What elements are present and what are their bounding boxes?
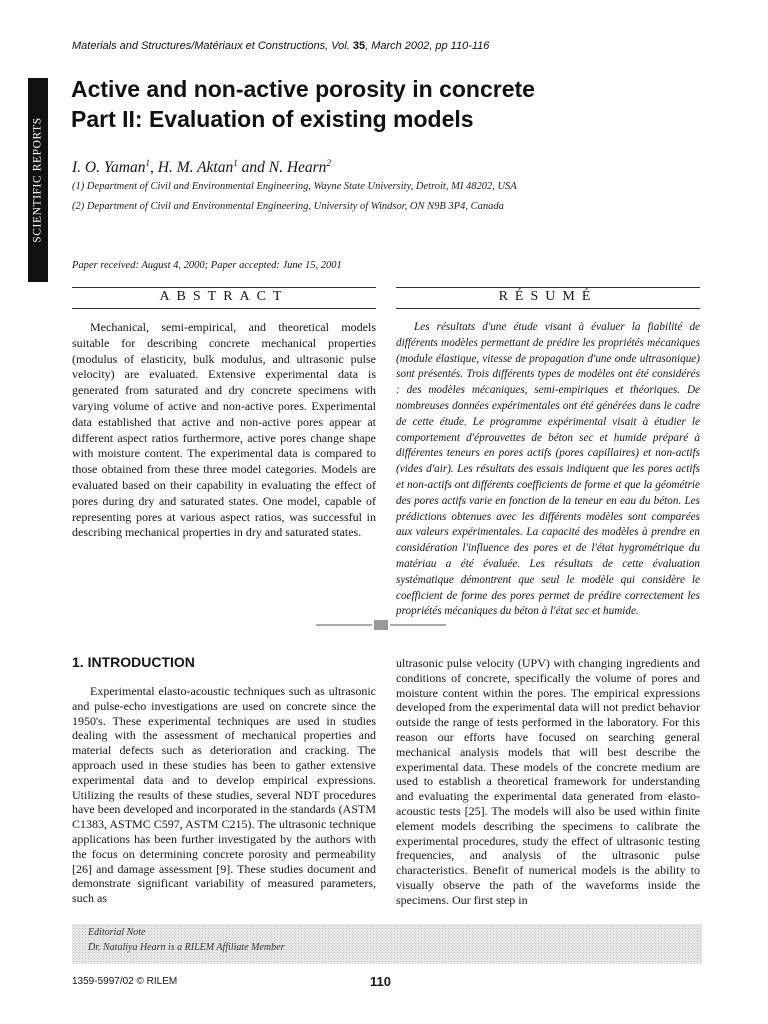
journal-citation — [72, 40, 489, 52]
author-name: N. Hearn — [268, 159, 327, 177]
resume-rule-bottom — [396, 308, 700, 309]
citation-suffix: , March 2002, pp 110-116 — [365, 40, 490, 52]
journal-name: Materials and Structures/Matériaux et Constructions — [72, 40, 326, 52]
editorial-note-text: Dr. Nataliya Hearn is a RILEM Affiliate Member — [88, 942, 285, 953]
resume-rule-top — [396, 287, 700, 288]
introduction-heading: 1. INTRODUCTION — [72, 654, 195, 670]
article-title — [71, 74, 671, 134]
introduction-body-right: ultrasonic pulse velocity (UPV) with changing ingredients and conditions of concrete, specifically the volume of pores and moisture content within the pores. The empirical expressions developed from the experimental data will not predict behavior outside the range of tests performed in the laboratory. For this reason our efforts have focused on searching general mechanical analysis models that will best describe the experimental data. These models of the concrete medium are used to establish a theoretical framework for understanding and evaluating the experimental data generated from elasto-acoustic tests [25]. The models will also be used within finite element models describing the specimens to calibrate the experimental procedures, study the effect of ultrasonic testing frequencies, and analysis of the ultrasonic pulse characteristics. Benefit of numerical models is the ability to visually observe the path of the waveforms inside the specimens. Our first step in — [396, 656, 700, 907]
author-name: I. O. Yaman — [72, 159, 146, 177]
author-separator: and — [237, 159, 269, 177]
abstract-rule-bottom — [72, 308, 376, 309]
title-line-2: Part II: Evaluation of existing models — [71, 106, 474, 132]
side-tab-label: SCIENTIFIC REPORTS — [32, 117, 45, 243]
editorial-note-title: Editorial Note — [88, 927, 146, 938]
author-affiliation-mark: 1 — [145, 158, 150, 168]
citation-prefix: , Vol. — [325, 40, 353, 52]
author-affiliation-mark: 1 — [233, 158, 238, 168]
author-list — [72, 158, 331, 177]
section-divider-ornament — [316, 618, 446, 632]
author-name: H. M. Aktan — [157, 159, 234, 177]
affiliation-1: (1) Department of Civil and Environmental Engineering, Wayne State University, Detroit, MI 48202, USA — [72, 181, 517, 192]
ornament-mark — [374, 620, 388, 630]
introduction-body-left: Experimental elasto-acoustic techniques such as ultrasonic and pulse-echo investigations are used on concrete since the 1950's. These experimental techniques are used in studies dealing with the assessment of mechanical properties and material defects such as deterioration and cracking. The approach used in these studies has been to gather extensive experimental data and to develop empirical expressions. Utilizing the results of these studies, several NDT procedures have been developed and incorporated in the standards (ASTM C1383, ASTMC C597, ASTM C215). The ultrasonic technique applications has been further investigated by the authors with the focus on determining concrete porosity and permeability [26] and damage assessment [9]. These studies document and demonstrate significant variability of measured parameters, such as — [72, 684, 376, 906]
volume-number: 35 — [352, 40, 366, 52]
editorial-note-box — [72, 924, 702, 964]
abstract-heading: ABSTRACT — [159, 289, 289, 304]
author-affiliation-mark: 2 — [326, 158, 331, 168]
abstract-body: Mechanical, semi-empirical, and theoretical models suitable for describing concrete mechanical properties (modulus of elasticity, bulk modulus, and ultrasonic pulse velocity) are evaluated. Extensive experimental data is generated from saturated and dry concrete specimens with varying volume of active and non-active pores. Experimental data established that active and non-active pores appear at different aspect ratios furthermore, active pores change shape with moisture content. The experimental data is compared to those obtained from these three model categories. Models are evaluated based on their capability in evaluating the effect of pores during dry and saturated states. One model, capable of representing pores at various aspect ratios, was successful in describing mechanical properties in dry and saturated states. — [72, 320, 376, 540]
abstract-rule-top — [72, 287, 376, 288]
affiliation-2: (2) Department of Civil and Environmental Engineering, University of Windsor, ON N9B 3P4, Canada — [72, 201, 504, 212]
section-side-tab — [28, 78, 48, 282]
received-dates: Paper received: August 4, 2000; Paper accepted: June 15, 2001 — [72, 260, 342, 271]
resume-heading: RÉSUMÉ — [498, 289, 598, 304]
author-separator: , — [150, 159, 158, 177]
page-number: 110 — [370, 974, 391, 989]
resume-body: Les résultats d'une étude visant à évaluer la fiabilité de différents modèles permettant de prédire les propriétés mécaniques (module élastique, vitesse de propagation d'une onde ultrasonique) sont présentés. Trois différents types de modèles ont été considérés : des modèles mécaniques, semi-empiriques et théoriques. De nombreuses données expérimentales ont été générées dans le cadre de cette étude. Le programme expérimental visait à étudier le comportement d'éprouvettes de béton sec et humide préparé à différentes teneurs en pores actifs (pores capillaires) et non-actifs (vides d'air). Les résultats des essais indiquent que les pores actifs et non-actifs ont différents coefficients de forme et que la géométrie des pores actifs varie en fonction de la teneur en eau du béton. Les prédictions obtenues avec les différents modèles sont comparées aux valeurs expérimentales. La capacité des modèles à prendre en considération l'influence des pores et de l'état hygrométrique du matériau a été évaluée. Les résultats de cette évaluation systématique démontrent que seul le modèle qui considère le coefficient de forme des pores permet de prédire correctement les propriétés mécaniques du béton à l'état sec et humide. — [396, 321, 700, 618]
issn-copyright: 1359-5997/02 © RILEM — [72, 976, 178, 987]
title-line-1: Active and non-active porosity in concrete — [71, 76, 535, 102]
